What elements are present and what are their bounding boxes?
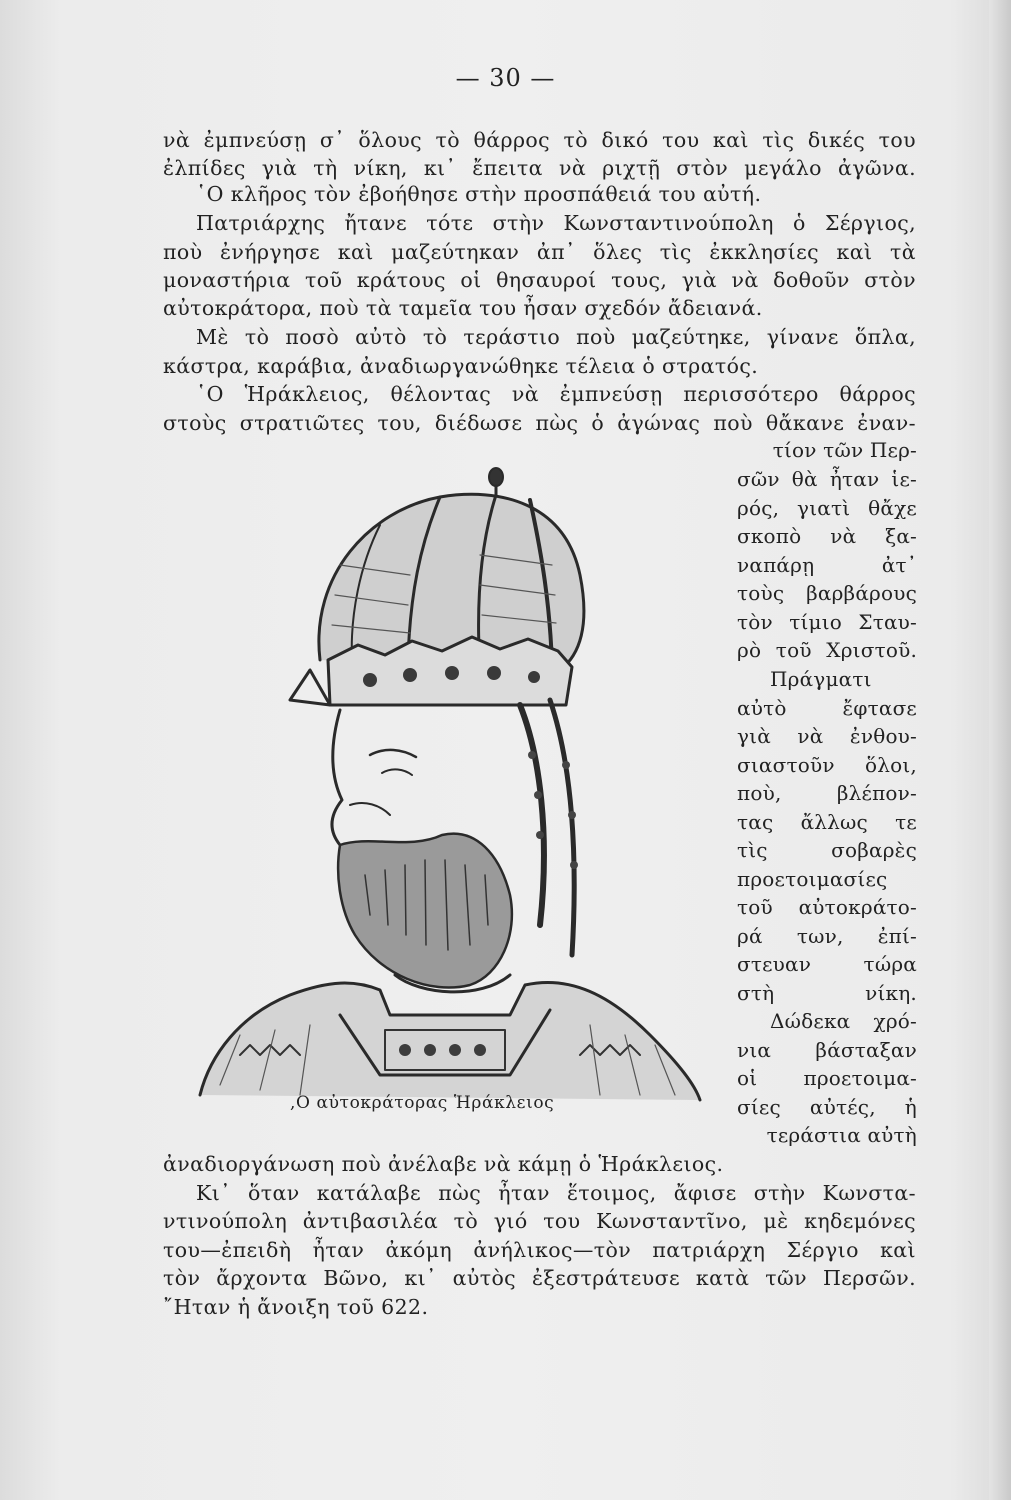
side-text-line: τοῦ αὐτοκράτο- <box>737 895 917 919</box>
text-line: του—ἐπειδὴ ἦταν ἀκόμη ἀνήλικος—τὸν πατριάρχη Σέργιο καὶ <box>163 1238 916 1262</box>
side-text-line: νια βάσταξαν <box>737 1038 917 1062</box>
text-line: ῾Ο κλῆρος τὸν ἐβοήθησε στὴν προσπάθειά του αὐτή. <box>196 182 762 206</box>
side-text-line: τας ἄλλως τε <box>737 810 917 834</box>
side-text-line: σκοπὸ νὰ ξα- <box>737 524 917 548</box>
text-line: ποὺ ἐνήργησε καὶ μαζεύτηκαν ἀπ᾽ ὅλες τὶς ἐκκλησίες καὶ τὰ <box>163 240 916 264</box>
side-text-line: τὸν τίμιο Σταυ- <box>737 610 917 634</box>
portrait-caption: ,Ο αὐτοκράτορας Ἡράκλειος <box>290 1093 555 1113</box>
text-line: ἐλπίδες γιὰ τὴ νίκη, κι᾽ ἔπειτα νὰ ριχτῇ στὸν μεγάλο ἀγῶνα. <box>163 156 916 180</box>
text-line: στοὺς στρατιῶτες του, διέδωσε πὼς ὁ ἀγώνας ποὺ θἄκανε ἐναν- <box>163 411 916 435</box>
side-text-line: τίον τῶν Περ- <box>772 438 917 462</box>
text-line: ῾Ο Ἡράκλειος, θέλοντας νὰ ἐμπνεύσῃ περισσότερο θάρρος <box>196 382 916 406</box>
side-text-line: σιαστοῦν ὅλοι, <box>737 753 917 777</box>
side-text-line: ρός, γιατὶ θἄχε <box>737 496 917 520</box>
text-line: Πατριάρχης ἤτανε τότε στὴν Κωνσταντινούπολη ὁ Σέργιος, <box>196 211 916 235</box>
side-text-line: σῶν θὰ ἦταν ἱε- <box>737 467 917 491</box>
side-text-line: τὶς σοβαρὲς <box>737 838 917 862</box>
side-text-line: αὐτὸ ἔφτασε <box>737 696 917 720</box>
text-line: νὰ ἐμπνεύσῃ σ᾽ ὅλους τὸ θάρρος τὸ δικό του καὶ τὶς δικές του <box>163 128 916 152</box>
side-text-line: Δώδεκα χρό- <box>770 1009 917 1033</box>
side-text-line: στευαν τώρα <box>737 952 917 976</box>
side-text-line: τοὺς βαρβάρους <box>737 581 917 605</box>
text-line: ντινούπολη ἀντιβασιλέα τὸ γιό του Κωνσταντῖνο, μὲ κηδεμόνες <box>163 1209 916 1233</box>
text-line: ῎Ηταν ἡ ἄνοιξη τοῦ 622. <box>163 1295 429 1319</box>
side-text-line: σίες αὐτές, ἡ <box>737 1095 917 1119</box>
side-text-line: ρά των, ἐπί- <box>737 924 917 948</box>
text-line: τὸν ἄρχοντα Βῶνο, κι᾽ αὐτὸς ἐξεστράτευσε κατὰ τῶν Περσῶν. <box>163 1266 916 1290</box>
text-line: Μὲ τὸ ποσὸ αὐτὸ τὸ τεράστιο ποὺ μαζεύτηκε, γίνανε ὅπλα, <box>196 325 916 349</box>
side-text-line: προετοιμασίες <box>737 867 888 891</box>
side-text-line: Πράγματι <box>770 667 872 691</box>
side-text-line: τεράστια αὐτὴ <box>766 1123 917 1147</box>
emperor-portrait-engraving <box>180 455 730 1105</box>
text-line: αὐτοκράτορα, ποὺ τὰ ταμεῖα του ἦσαν σχεδόν ἄδειανά. <box>163 296 763 320</box>
side-text-line: ρὸ τοῦ Χριστοῦ. <box>737 638 917 662</box>
page-edge-shadow <box>989 0 1011 1500</box>
text-line: ἀναδιοργάνωση ποὺ ἀνέλαβε νὰ κάμῃ ὁ Ἡράκλειος. <box>163 1152 724 1176</box>
side-text-line: γιὰ νὰ ἐνθου- <box>737 724 917 748</box>
side-text-line: οἱ προετοιμα- <box>737 1066 917 1090</box>
text-line: κάστρα, καράβια, ἀναδιωργανώθηκε τέλεια ὁ στρατός. <box>163 354 759 378</box>
text-line: μοναστήρια τοῦ κράτους οἱ θησαυροί τους, γιὰ νὰ δοθοῦν στὸν <box>163 268 916 292</box>
side-text-line: ποὺ, βλέπον- <box>737 781 917 805</box>
text-line: Κι᾽ ὅταν κατάλαβε πὼς ἦταν ἕτοιμος, ἄφισε στὴν Κωνστα- <box>196 1181 916 1205</box>
side-text-line: ναπάρῃ ἀτ᾽ <box>737 553 917 577</box>
side-text-line: στὴ νίκη. <box>737 981 917 1005</box>
page-number: — 30 — <box>455 64 556 92</box>
